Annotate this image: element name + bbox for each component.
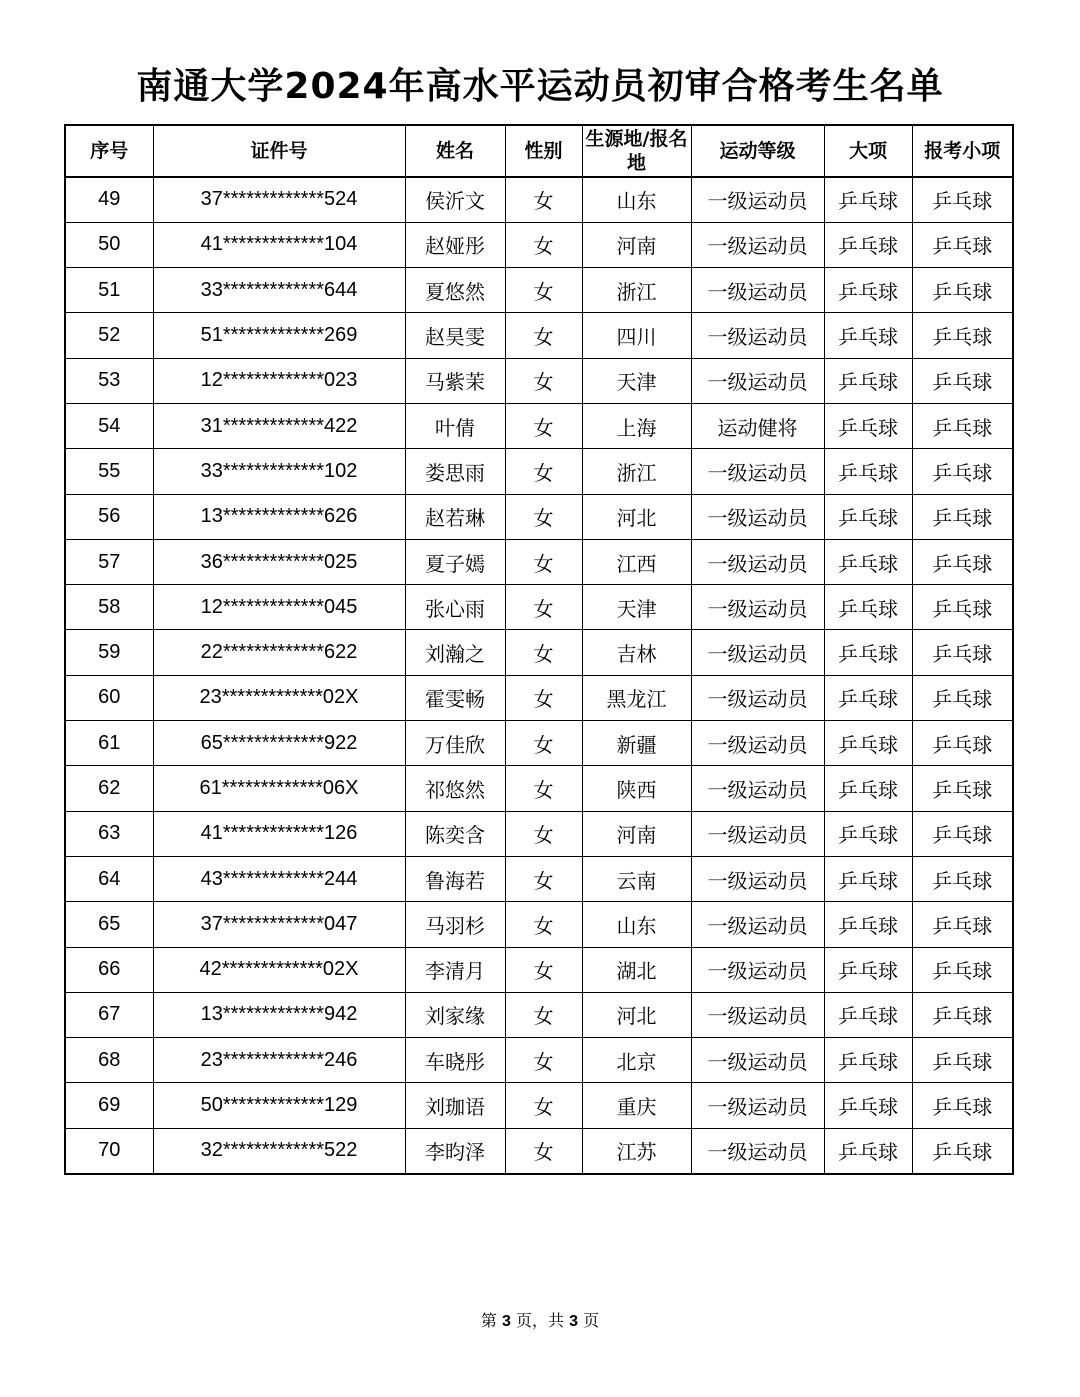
cell-origin: 陕西 [582,766,691,811]
header-sport-level: 运动等级 [691,125,824,177]
cell-name: 夏悠然 [405,268,505,313]
header-id-number: 证件号 [153,125,405,177]
cell-sport-level: 一级运动员 [691,222,824,267]
cell-event: 乒乓球 [912,811,1013,856]
cell-origin: 河北 [582,992,691,1037]
header-event: 报考小项 [912,125,1013,177]
cell-gender: 女 [505,403,582,448]
cell-gender: 女 [505,902,582,947]
cell-name: 侯沂文 [405,177,505,222]
cell-event: 乒乓球 [912,675,1013,720]
cell-gender: 女 [505,811,582,856]
cell-gender: 女 [505,358,582,403]
cell-name: 刘珈语 [405,1083,505,1128]
table-row [65,721,1013,766]
header-gender: 性别 [505,125,582,177]
cell-origin: 吉林 [582,630,691,675]
cell-sport-level: 一级运动员 [691,766,824,811]
cell-name: 马羽杉 [405,902,505,947]
cell-event: 乒乓球 [912,403,1013,448]
cell-index: 58 [65,585,153,630]
cell-name: 刘家缘 [405,992,505,1037]
cell-event: 乒乓球 [912,630,1013,675]
cell-index: 49 [65,177,153,222]
cell-sport: 乒乓球 [824,494,912,539]
cell-name: 李昀泽 [405,1128,505,1173]
cell-name: 张心雨 [405,585,505,630]
cell-origin: 山东 [582,902,691,947]
cell-sport-level: 一级运动员 [691,856,824,901]
table-row [65,1038,1013,1083]
cell-origin: 新疆 [582,721,691,766]
cell-sport: 乒乓球 [824,1083,912,1128]
cell-name: 叶倩 [405,403,505,448]
cell-origin: 黑龙江 [582,675,691,720]
cell-sport: 乒乓球 [824,222,912,267]
cell-name: 霍雯畅 [405,675,505,720]
cell-sport-level: 一级运动员 [691,1038,824,1083]
table-row [65,403,1013,448]
cell-origin: 河北 [582,494,691,539]
cell-origin: 四川 [582,313,691,358]
cell-id-number: 42*************02X [153,947,405,992]
cell-sport: 乒乓球 [824,1128,912,1173]
cell-index: 52 [65,313,153,358]
cell-gender: 女 [505,766,582,811]
cell-gender: 女 [505,449,582,494]
cell-sport-level: 一级运动员 [691,675,824,720]
table-row [65,539,1013,584]
footer-page-number: 3 [501,1313,511,1330]
cell-index: 56 [65,494,153,539]
cell-event: 乒乓球 [912,449,1013,494]
cell-origin: 湖北 [582,947,691,992]
cell-origin: 上海 [582,403,691,448]
cell-id-number: 37*************047 [153,902,405,947]
table-row [65,811,1013,856]
cell-name: 赵昊雯 [405,313,505,358]
cell-gender: 女 [505,721,582,766]
table-row [65,268,1013,313]
cell-event: 乒乓球 [912,268,1013,313]
cell-index: 53 [65,358,153,403]
cell-gender: 女 [505,539,582,584]
cell-origin: 浙江 [582,449,691,494]
cell-sport: 乒乓球 [824,992,912,1037]
cell-index: 51 [65,268,153,313]
cell-sport-level: 一级运动员 [691,268,824,313]
cell-sport-level: 一级运动员 [691,1128,824,1173]
cell-id-number: 13*************626 [153,494,405,539]
cell-index: 66 [65,947,153,992]
cell-sport-level: 运动健将 [691,403,824,448]
cell-id-number: 31*************422 [153,403,405,448]
cell-event: 乒乓球 [912,902,1013,947]
cell-gender: 女 [505,222,582,267]
cell-gender: 女 [505,992,582,1037]
cell-sport-level: 一级运动员 [691,902,824,947]
cell-name: 祁悠然 [405,766,505,811]
cell-index: 55 [65,449,153,494]
cell-id-number: 41*************126 [153,811,405,856]
table-row [65,856,1013,901]
cell-id-number: 33*************644 [153,268,405,313]
cell-sport: 乒乓球 [824,675,912,720]
cell-id-number: 33*************102 [153,449,405,494]
cell-origin: 山东 [582,177,691,222]
cell-sport: 乒乓球 [824,947,912,992]
cell-origin: 重庆 [582,1083,691,1128]
cell-sport-level: 一级运动员 [691,721,824,766]
cell-index: 54 [65,403,153,448]
cell-index: 64 [65,856,153,901]
cell-origin: 北京 [582,1038,691,1083]
cell-id-number: 13*************942 [153,992,405,1037]
cell-sport-level: 一级运动员 [691,539,824,584]
cell-event: 乒乓球 [912,1083,1013,1128]
table-header-row [65,125,1013,177]
table-row [65,1083,1013,1128]
cell-index: 70 [65,1128,153,1173]
cell-origin: 天津 [582,358,691,403]
cell-index: 63 [65,811,153,856]
cell-event: 乒乓球 [912,992,1013,1037]
cell-index: 62 [65,766,153,811]
table-row [65,1128,1013,1173]
cell-event: 乒乓球 [912,313,1013,358]
footer-suffix: 页 [583,1311,600,1330]
cell-event: 乒乓球 [912,539,1013,584]
cell-event: 乒乓球 [912,766,1013,811]
cell-event: 乒乓球 [912,177,1013,222]
cell-id-number: 41*************104 [153,222,405,267]
cell-sport: 乒乓球 [824,358,912,403]
cell-name: 李清月 [405,947,505,992]
cell-sport-level: 一级运动员 [691,358,824,403]
cell-id-number: 37*************524 [153,177,405,222]
cell-sport-level: 一级运动员 [691,947,824,992]
cell-sport: 乒乓球 [824,403,912,448]
cell-sport: 乒乓球 [824,1038,912,1083]
header-origin: 生源地/报名地 [582,125,691,177]
cell-id-number: 43*************244 [153,856,405,901]
cell-sport: 乒乓球 [824,177,912,222]
header-name: 姓名 [405,125,505,177]
cell-gender: 女 [505,313,582,358]
cell-index: 61 [65,721,153,766]
page-footer [0,1310,1080,1333]
cell-sport-level: 一级运动员 [691,449,824,494]
table-row [65,766,1013,811]
cell-gender: 女 [505,177,582,222]
header-sport: 大项 [824,125,912,177]
cell-sport-level: 一级运动员 [691,1083,824,1128]
cell-sport: 乒乓球 [824,902,912,947]
cell-gender: 女 [505,630,582,675]
table-row [65,630,1013,675]
cell-id-number: 12*************045 [153,585,405,630]
footer-prefix: 第 [480,1311,497,1330]
cell-origin: 河南 [582,222,691,267]
table-row [65,449,1013,494]
cell-sport: 乒乓球 [824,856,912,901]
cell-sport: 乒乓球 [824,630,912,675]
table-row [65,585,1013,630]
cell-sport: 乒乓球 [824,539,912,584]
header-index: 序号 [65,125,153,177]
cell-event: 乒乓球 [912,358,1013,403]
cell-sport: 乒乓球 [824,585,912,630]
cell-name: 陈奕含 [405,811,505,856]
table-row [65,902,1013,947]
cell-name: 赵娅彤 [405,222,505,267]
cell-origin: 河南 [582,811,691,856]
cell-name: 马紫茉 [405,358,505,403]
cell-index: 68 [65,1038,153,1083]
cell-index: 57 [65,539,153,584]
cell-id-number: 32*************522 [153,1128,405,1173]
cell-event: 乒乓球 [912,721,1013,766]
table-row [65,177,1013,222]
cell-id-number: 12*************023 [153,358,405,403]
cell-id-number: 61*************06X [153,766,405,811]
cell-id-number: 51*************269 [153,313,405,358]
table-row [65,358,1013,403]
cell-event: 乒乓球 [912,1038,1013,1083]
table-row [65,947,1013,992]
cell-gender: 女 [505,675,582,720]
cell-gender: 女 [505,1038,582,1083]
cell-id-number: 23*************02X [153,675,405,720]
cell-gender: 女 [505,268,582,313]
cell-gender: 女 [505,585,582,630]
cell-sport-level: 一级运动员 [691,811,824,856]
cell-origin: 江苏 [582,1128,691,1173]
cell-sport: 乒乓球 [824,766,912,811]
table-row [65,222,1013,267]
table-row [65,992,1013,1037]
table-row [65,494,1013,539]
cell-index: 65 [65,902,153,947]
cell-id-number: 22*************622 [153,630,405,675]
cell-gender: 女 [505,1128,582,1173]
cell-sport-level: 一级运动员 [691,992,824,1037]
table-row [65,313,1013,358]
cell-name: 娄思雨 [405,449,505,494]
cell-gender: 女 [505,947,582,992]
cell-id-number: 65*************922 [153,721,405,766]
cell-event: 乒乓球 [912,494,1013,539]
cell-index: 50 [65,222,153,267]
cell-origin: 天津 [582,585,691,630]
cell-index: 60 [65,675,153,720]
cell-index: 59 [65,630,153,675]
cell-event: 乒乓球 [912,947,1013,992]
candidate-table [64,124,1014,1175]
cell-id-number: 23*************246 [153,1038,405,1083]
page-title: 南通大学2024年高水平运动员初审合格考生名单 [136,66,944,107]
cell-id-number: 50*************129 [153,1083,405,1128]
cell-sport: 乒乓球 [824,811,912,856]
footer-middle: 页，共 [515,1311,564,1330]
cell-gender: 女 [505,856,582,901]
cell-name: 赵若琳 [405,494,505,539]
cell-name: 刘瀚之 [405,630,505,675]
table-body [65,177,1013,1174]
cell-sport: 乒乓球 [824,268,912,313]
cell-origin: 浙江 [582,268,691,313]
cell-event: 乒乓球 [912,585,1013,630]
cell-origin: 云南 [582,856,691,901]
cell-event: 乒乓球 [912,1128,1013,1173]
cell-event: 乒乓球 [912,856,1013,901]
cell-origin: 江西 [582,539,691,584]
cell-sport-level: 一级运动员 [691,585,824,630]
cell-sport: 乒乓球 [824,721,912,766]
cell-sport: 乒乓球 [824,449,912,494]
table-row [65,675,1013,720]
cell-index: 67 [65,992,153,1037]
cell-gender: 女 [505,1083,582,1128]
cell-name: 车晓彤 [405,1038,505,1083]
cell-id-number: 36*************025 [153,539,405,584]
cell-sport-level: 一级运动员 [691,494,824,539]
cell-name: 鲁海若 [405,856,505,901]
cell-sport-level: 一级运动员 [691,177,824,222]
cell-name: 万佳欣 [405,721,505,766]
cell-index: 69 [65,1083,153,1128]
cell-sport-level: 一级运动员 [691,313,824,358]
cell-name: 夏子嫣 [405,539,505,584]
cell-sport: 乒乓球 [824,313,912,358]
cell-event: 乒乓球 [912,222,1013,267]
cell-sport-level: 一级运动员 [691,630,824,675]
cell-gender: 女 [505,494,582,539]
footer-total-pages: 3 [569,1313,578,1330]
